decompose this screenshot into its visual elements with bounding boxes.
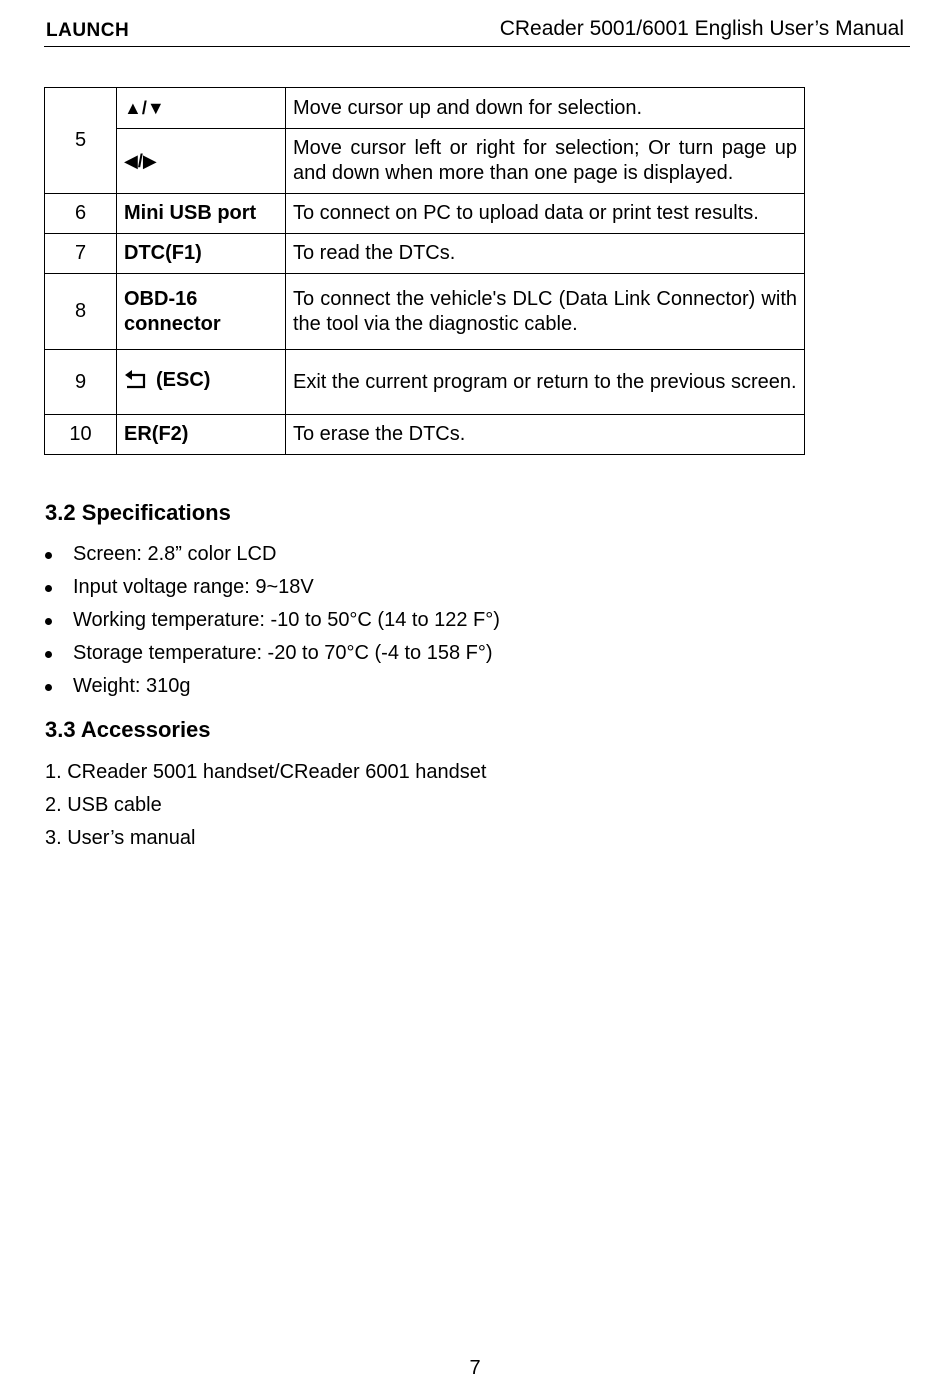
list-item: Working temperature: -10 to 50°C (14 to 122 F°) [45, 606, 500, 639]
row-number: 8 [45, 274, 117, 350]
key-name: OBD-16 connector [117, 274, 286, 350]
table-row [45, 194, 805, 234]
brand-logo: LAUNCH [46, 20, 130, 41]
row-number: 7 [45, 234, 117, 274]
key-description: To connect the vehicle's DLC (Data Link Connector) with the tool via the diagnostic cable. [286, 274, 805, 350]
specifications-list [45, 540, 500, 705]
accessories-heading: 3.3 Accessories [45, 717, 211, 742]
bullet-icon [45, 684, 52, 691]
list-item: 2. USB cable [45, 794, 162, 816]
key-function-table [44, 87, 805, 455]
key-description: To connect on PC to upload data or print test results. [286, 194, 805, 234]
specifications-heading: 3.2 Specifications [45, 500, 231, 525]
key-description: Move cursor up and down for selection. [286, 88, 805, 129]
list-item: 3. User’s manual [45, 827, 196, 849]
list-item: Weight: 310g [45, 672, 500, 705]
table-row [45, 129, 805, 194]
table-row [45, 415, 805, 455]
list-item: Screen: 2.8” color LCD [45, 540, 500, 573]
table-row [45, 234, 805, 274]
list-item: Storage temperature: -20 to 70°C (-4 to 158 F°) [45, 639, 500, 672]
page-number: 7 [469, 1357, 481, 1379]
key-description: To erase the DTCs. [286, 415, 805, 455]
bullet-icon [45, 552, 52, 559]
row-number: 6 [45, 194, 117, 234]
row-number: 9 [45, 350, 117, 415]
table-row [45, 274, 805, 350]
list-item: 1. CReader 5001 handset/CReader 6001 handset [45, 761, 487, 783]
key-name: ER(F2) [117, 415, 286, 455]
list-item: Input voltage range: 9~18V [45, 573, 500, 606]
key-description: Move cursor left or right for selection; Or turn page up and down when more than one page is displayed. [286, 129, 805, 194]
key-label: (ESC) [156, 369, 211, 391]
row-number: 5 [45, 88, 117, 194]
table-row [45, 350, 805, 415]
bullet-icon [45, 618, 52, 625]
left-right-arrows-icon: ◀/▶ [117, 129, 286, 194]
return-arrow-icon [124, 369, 148, 396]
table-row [45, 88, 805, 129]
up-down-arrows-icon: ▲/▼ [117, 88, 286, 129]
row-number: 10 [45, 415, 117, 455]
key-name: Mini USB port [117, 194, 286, 234]
page-header [44, 14, 910, 47]
key-description: To read the DTCs. [286, 234, 805, 274]
document-title: CReader 5001/6001 English User’s Manual [499, 17, 904, 40]
key-description: Exit the current program or return to the previous screen. [286, 350, 805, 415]
bullet-icon [45, 651, 52, 658]
accessories-list [45, 758, 486, 857]
bullet-icon [45, 585, 52, 592]
key-name-esc [117, 350, 286, 415]
key-name: DTC(F1) [117, 234, 286, 274]
